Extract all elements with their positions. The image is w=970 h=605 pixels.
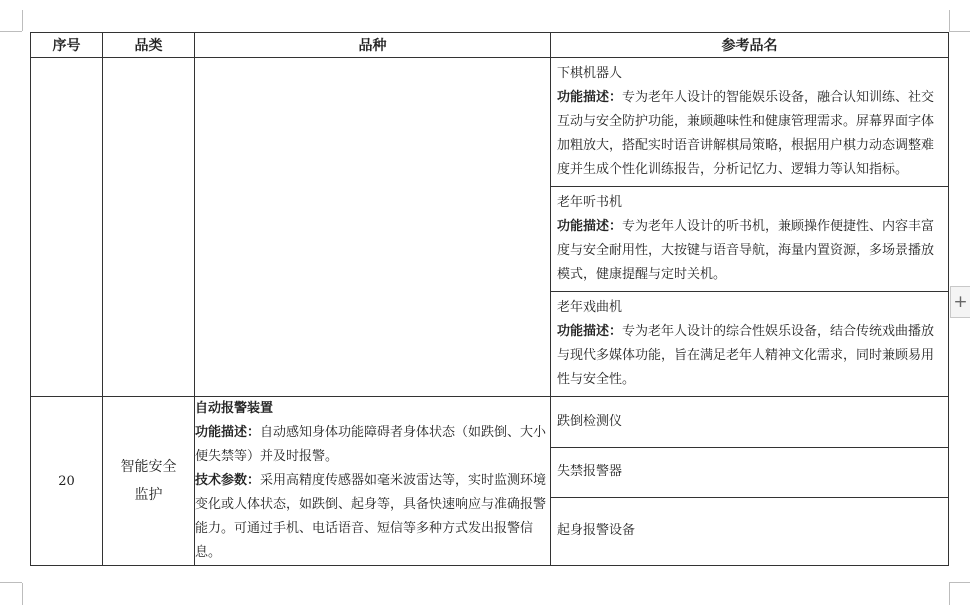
cell-variety (195, 397, 551, 566)
tech-text: 采用高精度传感器如毫米波雷达等，实时监测环境变化或人体状态，如跌倒、起身等，具备快速响应与准确报警能力。可通过手机、电话语音、短信等多种方式发出报警信息。 (195, 473, 547, 560)
func-text: 自动感知身体功能障碍者身体状态（如跌倒、大小便失禁等）并及时报警。 (195, 425, 547, 464)
category-text: 智能安全监护 (120, 459, 177, 503)
cell-category (103, 397, 195, 566)
crop-mark-top-right-h (949, 31, 970, 32)
cell-index-empty (31, 58, 103, 397)
header-reference: 参考品名 (551, 33, 949, 58)
reference-name: 老年听书机 (557, 195, 623, 210)
desc-label: 功能描述： (557, 324, 623, 339)
reference-desc: 专为老年人设计的智能娱乐设备，融合认知训练、社交互动与安全防护功能，兼顾趣味性和健康管理需求。屏幕界面字体加粗放大，搭配实时语音讲解棋局策略，根据用户棋力动态调整难度并生成个性化训练报告，分析记忆力、逻辑力等认知指标。 (557, 90, 935, 177)
header-category: 品类 (103, 33, 195, 58)
list-item (551, 497, 948, 565)
desc-label: 功能描述： (557, 90, 623, 105)
list-item (551, 187, 948, 292)
list-item (551, 58, 948, 187)
reference-name: 失禁报警器 (551, 447, 948, 497)
add-row-button[interactable]: + (950, 286, 970, 318)
crop-mark-bottom-right-v (949, 583, 950, 605)
reference-list-20 (551, 397, 948, 565)
crop-mark-top-left-h (0, 31, 22, 32)
header-index: 序号 (31, 33, 103, 58)
reference-list (551, 58, 948, 396)
crop-mark-top-right-v (949, 10, 950, 31)
reference-name: 下棋机器人 (557, 66, 623, 81)
list-item (551, 292, 948, 397)
product-table (30, 32, 949, 566)
table-row-continued (31, 58, 949, 397)
table-row-20 (31, 397, 949, 566)
crop-mark-top-left-v (22, 10, 23, 31)
crop-mark-bottom-right-h (949, 582, 970, 583)
cell-references (551, 58, 949, 397)
list-item (551, 397, 948, 447)
reference-name: 老年戏曲机 (557, 300, 623, 315)
desc-label: 功能描述： (557, 219, 623, 234)
crop-mark-bottom-left-v (22, 583, 23, 605)
cell-variety-empty (195, 58, 551, 397)
func-label: 功能描述： (195, 425, 261, 440)
reference-name: 跌倒检测仪 (557, 413, 623, 429)
tech-label: 技术参数： (195, 473, 261, 488)
list-item (551, 447, 948, 497)
cell-category-empty (103, 58, 195, 397)
table-header-row (31, 33, 949, 58)
header-variety: 品种 (195, 33, 551, 58)
reference-name: 起身报警设备 (551, 497, 948, 565)
cell-index: 20 (31, 397, 103, 566)
crop-mark-bottom-left-h (0, 582, 22, 583)
reference-desc: 专为老年人设计的听书机，兼顾操作便捷性、内容丰富度与安全耐用性，大按键与语音导航，海量内置资源，多场景播放模式，健康提醒与定时关机。 (557, 219, 935, 282)
cell-references-20 (551, 397, 949, 566)
reference-desc: 专为老年人设计的综合性娱乐设备，结合传统戏曲播放与现代多媒体功能，旨在满足老年人精神文化需求，同时兼顾易用性与安全性。 (557, 324, 935, 387)
variety-title: 自动报警装置 (195, 401, 274, 416)
